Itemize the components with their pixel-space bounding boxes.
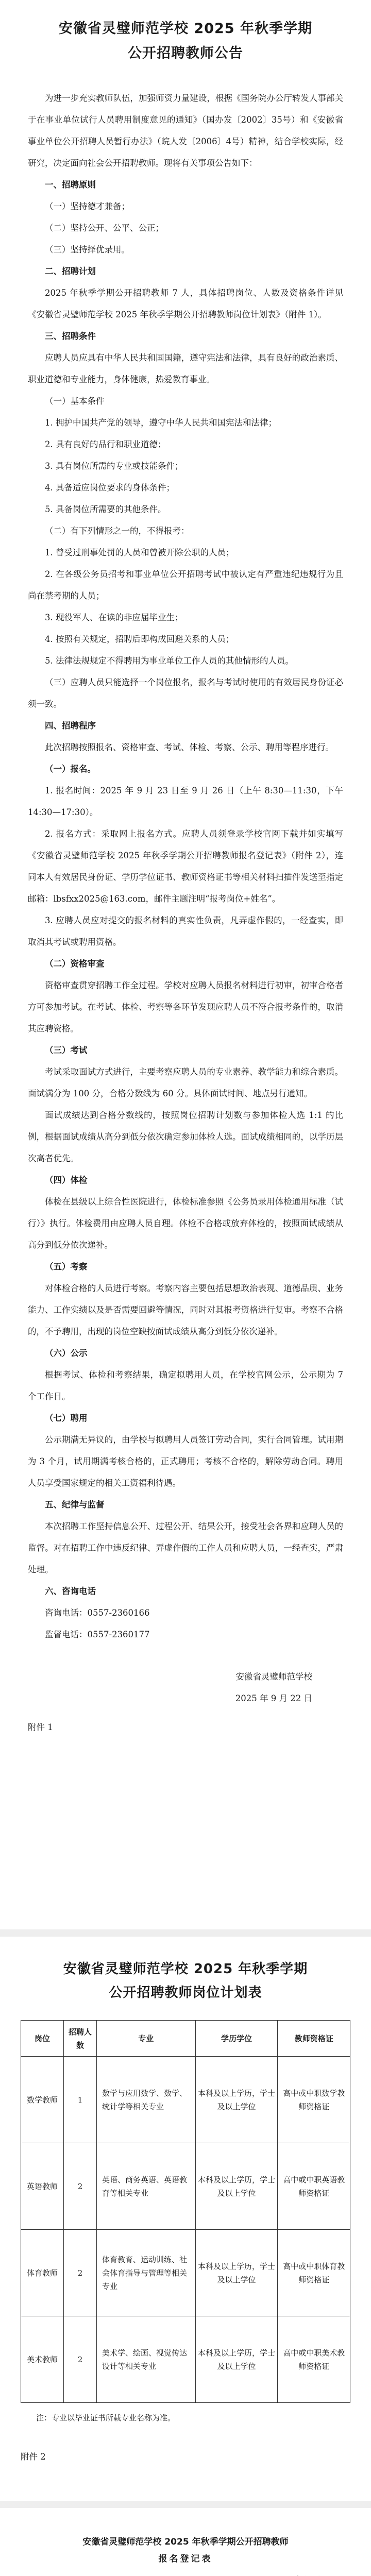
plan-cell-post: 美术教师 — [21, 2316, 64, 2403]
notice-intro: 为进一步充实教师队伍，加强师资力量建设，根据《国务院办公厅转发人事部关于在事业单位试行人员聘用制度意见的通知》（国办发〔2002〕35号）和《安徽省事业单位公开招聘人员暂行办法》（皖人发〔2006〕4号）精神，结合学校实际，经研究，决定面向社会公开招聘教师。现将有关事项公告如下： — [28, 93, 343, 168]
plan-cell-major: 体育教育、运动训练、社会体育指导与管理等相关专业 — [96, 2230, 195, 2316]
notice-title-line1: 安徽省灵璧师范学校 2025 年秋季学期 — [59, 21, 312, 37]
plan-cell-major: 数学与应用数学、数学、统计学等相关专业 — [96, 2057, 195, 2143]
notice-title-line2: 公开招聘教师公告 — [128, 45, 243, 61]
notice-paragraph: 3. 现役军人、在读的非应届毕业生； — [45, 613, 183, 622]
notice-heading: 一、招聘原则 — [45, 180, 96, 190]
plan-note: 注：专业以毕业证书所载专业名称为准。 — [36, 2413, 176, 2422]
notice-paragraph: （一）坚持德才兼备； — [45, 201, 130, 211]
notice-heading: 四、招聘程序 — [45, 721, 96, 731]
plan-row — [21, 2316, 350, 2403]
notice-paragraph: 考试采取面试方式进行，主要考察应聘人员的专业素养、教学能力和综合素质。面试满分为 100 分，合格分数线为 60 分。具体面试时间、地点另行通知。 — [28, 1067, 343, 1098]
plan-header-degree: 学历学位 — [195, 2021, 278, 2057]
notice-paragraph: （三）应聘人员只能选择一个岗位报名，报名与考试时使用的有效居民身份证必须一致。 — [28, 677, 343, 709]
notice-heading: （一）报名。 — [45, 764, 96, 774]
notice-heading: （五）考察 — [45, 1262, 88, 1272]
notice-paragraph: 4. 按照有关规定，招聘后即构成回避关系的人员； — [45, 634, 234, 644]
plan-table — [21, 2020, 350, 2403]
plan-cell-major: 英语、商务英语、英语教育等相关专业 — [96, 2143, 195, 2230]
plan-row — [21, 2230, 350, 2316]
plan-header-post: 岗位 — [21, 2021, 64, 2057]
notice-signature-date: 2025 年 9 月 22 日 — [235, 1693, 312, 1703]
notice-paragraph: （三）坚持择优录用。 — [45, 245, 130, 255]
notice-heading: （二）资格审查 — [45, 959, 105, 969]
plan-sheet — [0, 1937, 371, 2501]
notice-paragraph: 2. 报名方式：采取网上报名方式。应聘人员须登录学校官网下载并如实填写《安徽省灵璧师范学校 2025 年秋季学期公开招聘教师报名登记表》（附件 2），连同本人有效居民身份证、学历学位证书、教师资格证书等相关材料扫描件发送至指定邮箱：lbsfxx2025@163.com，邮件主题注明“报考岗位+姓名”。 — [28, 829, 343, 904]
notice-signature-org: 安徽省灵璧师范学校 — [235, 1672, 312, 1682]
plan-title-line1: 安徽省灵璧师范学校 2025 年秋季学期 — [63, 1961, 308, 1977]
notice-paragraph: 5. 法律法规规定不得聘用为事业单位工作人员的其他情形的人员。 — [45, 656, 294, 666]
plan-cell-degree: 本科及以上学历，学士及以上学位 — [195, 2143, 278, 2230]
plan-title-line2: 公开招聘教师岗位计划表 — [109, 1985, 262, 2001]
plan-cell-post: 数学教师 — [21, 2057, 64, 2143]
plan-cell-post: 体育教师 — [21, 2230, 64, 2316]
form-post-field — [31, 2573, 340, 2576]
plan-cell-post: 英语教师 — [21, 2143, 64, 2230]
notice-paragraph: 3. 应聘人员应对提交的报名材料的真实性负责，凡弄虚作假的，一经查实，即取消其考试或聘用资格。 — [28, 916, 343, 947]
notice-paragraph: （二）坚持公开、公平、公正； — [45, 223, 164, 233]
plan-cell-count: 1 — [64, 2057, 97, 2143]
sheet-divider — [0, 2501, 371, 2508]
notice-paragraph: 应聘人员应具有中华人民共和国国籍，遵守宪法和法律，具有良好的政治素质、职业道德和专业能力，身体健康，热爱教育事业。 — [28, 353, 343, 384]
notice-heading: （四）体检 — [45, 1175, 88, 1185]
notice-paragraph: 2. 在各级公务员招考和事业单位公开招聘考试中被认定有严重违纪违规行为且尚在禁考期的人员； — [28, 569, 343, 601]
plan-cell-count: 2 — [64, 2316, 97, 2403]
notice-paragraph: （二）有下列情形之一的，不得报考： — [45, 526, 190, 536]
plan-cell-cert: 高中或中职数学教师资格证 — [278, 2057, 350, 2143]
notice-heading: （六）公示 — [45, 1348, 88, 1358]
notice-heading: 二、招聘计划 — [45, 266, 96, 276]
notice-paragraph: （一）基本条件 — [45, 396, 105, 406]
notice-body — [28, 174, 343, 1646]
notice-paragraph: 本次招聘工作坚持信息公开、过程公开、结果公开，接受社会各界和应聘人员的监督。对在招聘工作中违反纪律、弄虚作假的工作人员和应聘人员，一经查实，严肃处理。 — [28, 1521, 343, 1574]
sheet-divider — [0, 1929, 371, 1937]
notice-paragraph: 根据考试、体检和考察结果，确定拟聘用人员，在学校官网公示，公示期为 7 个工作日。 — [28, 1370, 343, 1401]
plan-header-count: 招聘人数 — [64, 2021, 97, 2057]
notice-paragraph: 公示期满无异议的，由学校与拟聘用人员签订劳动合同，实行合同管理。试用期为 3 个月，试用期满考核合格的，正式聘用；考核不合格的，解除劳动合同。聘用人员享受国家规定的相关工资福利待遇。 — [28, 1435, 343, 1488]
notice-heading: （七）聘用 — [45, 1413, 88, 1423]
plan-cell-degree: 本科及以上学历，学士及以上学位 — [195, 2057, 278, 2143]
plan-row — [21, 2057, 350, 2143]
plan-cell-count: 2 — [64, 2230, 97, 2316]
notice-paragraph: 2025 年秋季学期公开招聘教师 7 人，具体招聘岗位、人数及资格条件详见《安徽省灵璧师范学校 2025 年秋季学期公开招聘教师岗位计划表》（附件 1）。 — [28, 288, 343, 319]
notice-paragraph: 1. 拥护中国共产党的领导，遵守中华人民共和国宪法和法律； — [45, 418, 277, 428]
attachment-1-label: 附件 1 — [28, 1722, 53, 1732]
plan-cell-count: 2 — [64, 2143, 97, 2230]
plan-cell-degree: 本科及以上学历，学士及以上学位 — [195, 2316, 278, 2403]
registration-form-sheet — [0, 2508, 371, 2576]
plan-header-cert: 教师资格证 — [278, 2021, 350, 2057]
notice-paragraph: 3. 具有岗位所需的专业或技能条件； — [45, 461, 183, 471]
notice-paragraph: 监督电话：0557-2360177 — [45, 1630, 150, 1639]
form-subtitle: 报名登记表 — [158, 2554, 213, 2564]
notice-paragraph: 对体检合格的人员进行考察。考察内容主要包括思想政治表现、道德品质、业务能力、工作实绩以及是否需要回避等情况，同时对其报考资格进行复审。考察不合格的，不予聘用，出现的岗位空缺按面试成绩从高分到低分依次递补。 — [28, 1283, 343, 1336]
notice-heading: 三、招聘条件 — [45, 331, 96, 341]
notice-paragraph: 1. 曾受过刑事处罚的人员和曾被开除公职的人员； — [45, 548, 234, 557]
notice-paragraph: 资格审查贯穿招聘工作全过程。学校对应聘人员报名材料进行初审，初审合格者方可参加考试。在考试、体检、考察等各环节发现应聘人员不符合报考条件的，取消其应聘资格。 — [28, 980, 343, 1033]
notice-paragraph: 1. 报名时间：2025 年 9 月 23 日至 9 月 26 日（上午 8:30—11:30，下午 14:30—17:30）。 — [28, 786, 343, 817]
form-title: 安徽省灵璧师范学校 2025 年秋季学期公开招聘教师 — [82, 2537, 289, 2547]
notice-paragraph: 咨询电话：0557-2360166 — [45, 1608, 150, 1618]
notice-paragraph: 5. 具备岗位所需要的其他条件。 — [45, 504, 166, 514]
notice-paragraph: 体检在县级以上综合性医院进行，体检标准参照《公务员录用体检通用标准（试行）》执行。体检费用由应聘人员自理。体检不合格或放弃体检的，按照面试成绩从高分到低分依次递补。 — [28, 1197, 343, 1250]
plan-cell-cert: 高中或中职美术教师资格证 — [278, 2316, 350, 2403]
notice-heading: 五、纪律与监督 — [45, 1500, 105, 1510]
plan-cell-major: 美术学、绘画、视觉传达设计等相关专业 — [96, 2316, 195, 2403]
notice-paragraph: 2. 具有良好的品行和职业道德； — [45, 439, 166, 449]
plan-header-major: 专业 — [96, 2021, 195, 2057]
notice-heading: 六、咨询电话 — [45, 1586, 96, 1596]
notice-paragraph: 4. 具备适应岗位要求的身体条件； — [45, 483, 175, 493]
notice-heading: （三）考试 — [45, 1045, 88, 1055]
plan-cell-cert: 高中或中职英语教师资格证 — [278, 2143, 350, 2230]
notice-paragraph: 此次招聘按照报名、资格审查、考试、体检、考察、公示、聘用等程序进行。 — [45, 742, 334, 752]
plan-cell-degree: 本科及以上学历，学士及以上学位 — [195, 2230, 278, 2316]
notice-paragraph: 面试成绩达到合格分数线的，按照岗位招聘计划数与参加体检人选 1:1 的比例，根据面试成绩从高分到低分依次确定参加体检人选。面试成绩相同的，以学历层次高者优先。 — [28, 1110, 343, 1163]
attachment-2-label: 附件 2 — [21, 2452, 46, 2462]
plan-row — [21, 2143, 350, 2230]
plan-cell-cert: 高中或中职体育教师资格证 — [278, 2230, 350, 2316]
